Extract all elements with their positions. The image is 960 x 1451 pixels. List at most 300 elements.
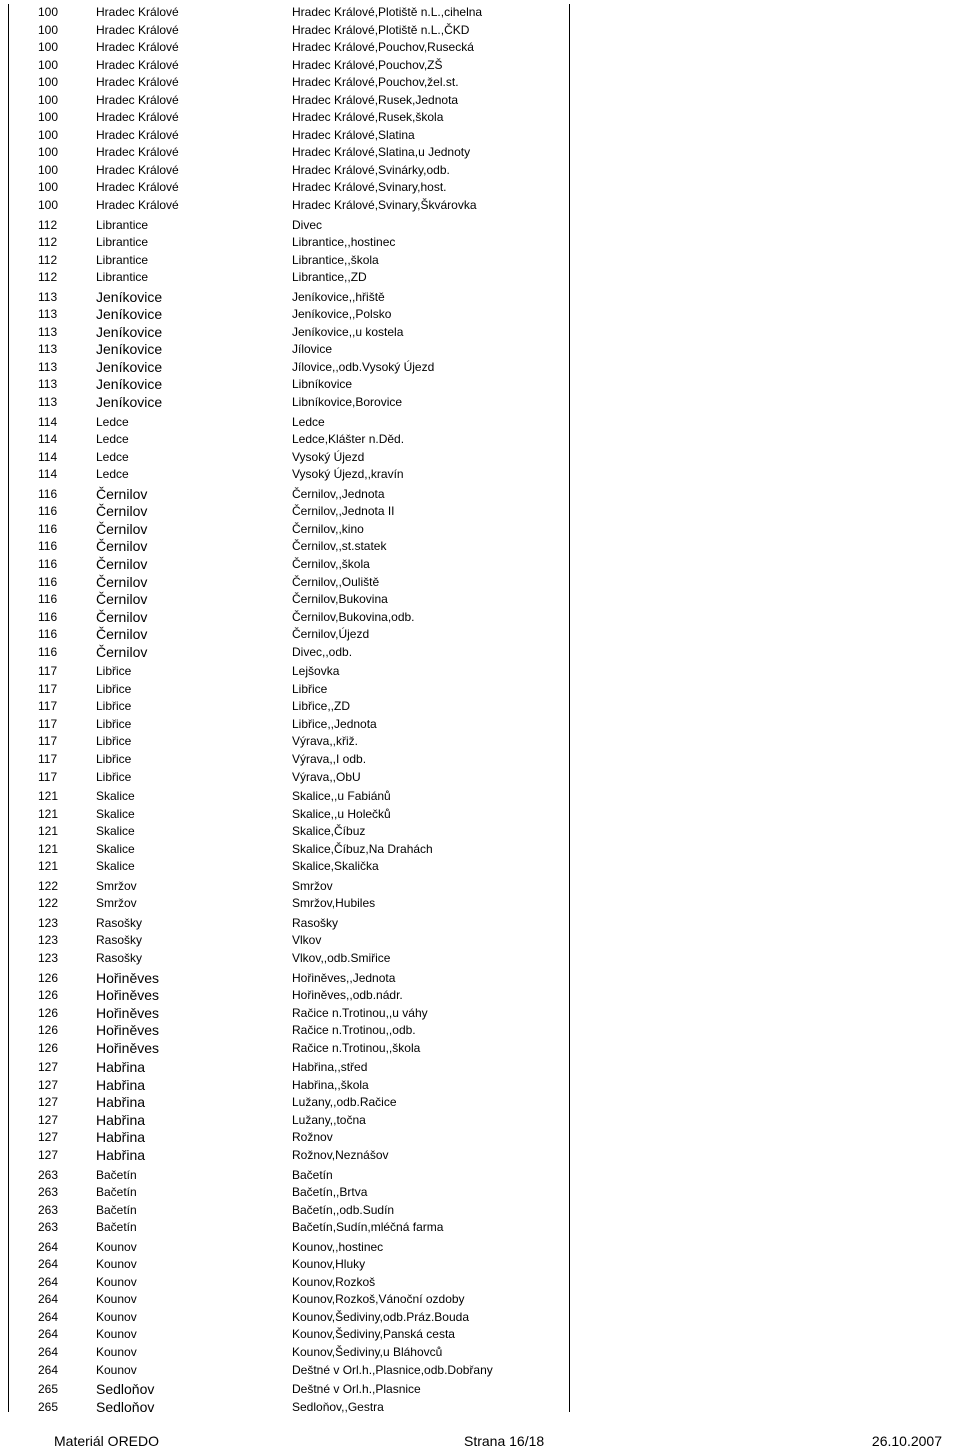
table-row: [8, 858, 570, 876]
table-row: [8, 127, 570, 145]
municipality-code: 113: [38, 307, 58, 322]
table-row: [8, 1309, 570, 1327]
table-row: [8, 74, 570, 92]
table-row: [8, 1219, 570, 1237]
table-row: [8, 574, 570, 592]
table-row: [8, 234, 570, 252]
municipality-code: 116: [38, 486, 58, 501]
stop-location: Černilov,,st.statek: [292, 539, 387, 554]
municipality-code: 264: [38, 1345, 59, 1360]
municipality-name: Bačetín: [96, 1167, 137, 1182]
municipality-name: Rasošky: [96, 915, 143, 930]
municipality-name: Libřice: [96, 769, 132, 784]
municipality-name: Sedloňov: [96, 1398, 155, 1415]
stop-location: Černilov,Újezd: [292, 627, 370, 642]
stop-location: Bačetín,Sudín,mléčná farma: [292, 1220, 444, 1235]
stop-location: Hradec Králové,Plotiště n.L.,cihelna: [292, 5, 483, 19]
table-row: [8, 644, 570, 662]
municipality-code: 114: [38, 449, 58, 464]
stop-location: Kounov,Hluky: [292, 1257, 366, 1272]
table-row: [8, 414, 570, 432]
municipality-name: Kounov: [96, 1292, 137, 1307]
stop-location: Račice n.Trotinou,,odb.: [292, 1023, 416, 1038]
municipality-name: Hradec Králové: [96, 145, 179, 160]
municipality-code: 100: [38, 162, 59, 177]
stop-location: Skalice,Číbuz,Na Drahách: [292, 841, 433, 856]
stop-location: Lužany,,odb.Račice: [292, 1095, 397, 1110]
municipality-name: Jeníkovice: [96, 358, 163, 375]
municipality-code: 100: [38, 22, 59, 37]
municipality-code: 123: [38, 950, 59, 965]
stop-location: Černilov,,Jednota: [292, 486, 385, 501]
stop-location: Vlkov,,odb.Smiřice: [292, 950, 391, 965]
stop-location: Hradec Králové,Pouchov,Rusecká: [292, 40, 474, 55]
municipality-code: 126: [38, 970, 59, 985]
municipality-code: 116: [38, 609, 58, 624]
municipality-code: 127: [38, 1148, 59, 1162]
municipality-code: 114: [38, 432, 58, 447]
stop-location: Skalice,Skalička: [292, 859, 379, 874]
municipality-name: Kounov: [96, 1327, 137, 1342]
municipality-name: Habřina: [96, 1059, 146, 1076]
municipality-code: 112: [38, 217, 58, 232]
stop-location: Výrava,,I odb.: [292, 751, 367, 766]
table-row: [8, 92, 570, 110]
municipality-code: 264: [38, 1274, 59, 1289]
municipality-code: 116: [38, 556, 58, 571]
municipality-name: Hradec Králové: [96, 162, 179, 177]
municipality-code: 117: [38, 664, 58, 679]
municipality-code: 121: [38, 806, 59, 821]
stop-location: Libníkovice: [292, 377, 353, 392]
municipality-name: Kounov: [96, 1345, 137, 1360]
table-row: [8, 950, 570, 968]
stop-location: Vlkov: [292, 933, 322, 948]
stop-location: Hradec Králové,Plotiště n.L.,ČKD: [292, 22, 470, 37]
municipality-name: Jeníkovice: [96, 394, 163, 411]
municipality-code: 121: [38, 789, 59, 804]
municipality-code: 122: [38, 878, 59, 893]
municipality-code: 263: [38, 1167, 59, 1182]
table-row: [8, 915, 570, 933]
municipality-code: 117: [38, 734, 58, 749]
municipality-code: 116: [38, 627, 58, 642]
stop-location: Divec,,odb.: [292, 644, 353, 659]
stop-location: Hradec Králové,Pouchov,ZŠ: [292, 57, 443, 72]
table-row: [8, 162, 570, 180]
municipality-code: 116: [38, 539, 58, 554]
municipality-code: 100: [38, 57, 59, 72]
footer-page-number: Strana 16/18: [464, 1433, 545, 1449]
municipality-code: 127: [38, 1060, 59, 1075]
table-row: [8, 503, 570, 521]
municipality-name: Habřina: [96, 1094, 146, 1111]
stop-location: Ledce,Klášter n.Děd.: [292, 432, 405, 447]
stop-location: Jílovice: [292, 342, 333, 357]
municipality-name: Skalice: [96, 824, 135, 839]
municipality-code: 113: [38, 324, 58, 339]
municipality-code: 121: [38, 859, 59, 874]
stop-location: Skalice,,u Holečků: [292, 806, 391, 821]
table-row: [8, 1362, 570, 1380]
table-row: [8, 486, 570, 504]
stop-location: Černilov,,kino: [292, 521, 364, 536]
municipality-code: 100: [38, 145, 59, 160]
municipality-code: 113: [38, 395, 58, 410]
table-row: [8, 1381, 570, 1399]
table-row: [8, 39, 570, 57]
table-row: [8, 878, 570, 896]
stop-location: Černilov,,škola: [292, 556, 370, 571]
table-row: [8, 1256, 570, 1274]
municipality-name: Hořiněves: [96, 1039, 160, 1056]
stop-location: Černilov,Bukovina: [292, 592, 388, 607]
table-row: [8, 751, 570, 769]
table-row: [8, 449, 570, 467]
stop-location: Kounov,Šediviny,u Bláhovců: [292, 1345, 443, 1360]
stop-location: Habřina,,střed: [292, 1060, 368, 1075]
municipality-name: Hradec Králové: [96, 127, 179, 142]
table-row: [8, 663, 570, 681]
municipality-name: Hradec Králové: [96, 22, 179, 37]
municipality-code: 126: [38, 1040, 59, 1055]
municipality-name: Kounov: [96, 1362, 137, 1377]
municipality-name: Ledce: [96, 432, 129, 447]
municipality-code: 100: [38, 110, 59, 125]
table-row: [8, 289, 570, 307]
table-row: [8, 269, 570, 287]
stop-location: Bačetín,,odb.Sudín: [292, 1202, 395, 1217]
table-row: [8, 1077, 570, 1095]
municipality-name: Černilov: [96, 608, 148, 625]
stop-location: Libřice,,Jednota: [292, 716, 377, 731]
municipality-code: 112: [38, 235, 58, 250]
stop-location: Jeníkovice,,hřiště: [292, 289, 385, 304]
stop-location: Deštné v Orl.h.,Plasnice: [292, 1382, 421, 1397]
municipality-code: 127: [38, 1077, 59, 1092]
municipality-name: Librantice: [96, 270, 149, 285]
municipality-code: 264: [38, 1309, 59, 1324]
stop-location: Kounov,Rozkoš: [292, 1274, 376, 1289]
municipality-name: Habřina: [96, 1111, 146, 1128]
stop-location: Smržov: [292, 878, 333, 893]
table-row: [8, 716, 570, 734]
table-row: [8, 57, 570, 75]
stop-location: Hradec Králové,Slatina: [292, 127, 415, 142]
municipality-code: 117: [38, 751, 58, 766]
table-row: [8, 179, 570, 197]
municipality-code: 114: [38, 467, 58, 482]
stop-location: Kounov,Šediviny,Panská cesta: [292, 1327, 455, 1342]
table-row: [8, 788, 570, 806]
municipality-code: 113: [38, 342, 58, 357]
stop-location: Kounov,,hostinec: [292, 1239, 384, 1254]
municipality-name: Hořiněves: [96, 969, 160, 986]
municipality-code: 123: [38, 933, 59, 948]
municipality-code: 100: [38, 180, 59, 195]
municipality-name: Hořiněves: [96, 987, 160, 1004]
stop-location: Kounov,Šediviny,odb.Práz.Bouda: [292, 1309, 470, 1324]
municipality-code: 117: [38, 716, 58, 731]
table-row: [8, 1059, 570, 1077]
table-row: [8, 359, 570, 377]
municipality-name: Smržov: [96, 896, 137, 911]
municipality-code: 116: [38, 504, 58, 519]
table-row: [8, 1112, 570, 1130]
municipality-name: Rasošky: [96, 950, 143, 965]
municipality-code: 100: [38, 198, 59, 213]
table-row: [8, 1184, 570, 1202]
municipality-name: Hradec Králové: [96, 110, 179, 125]
stop-location: Libníkovice,Borovice: [292, 395, 403, 410]
municipality-code: 116: [38, 644, 58, 659]
municipality-code: 263: [38, 1202, 59, 1217]
municipality-name: Černilov: [96, 538, 148, 555]
table-row: [8, 591, 570, 609]
municipality-name: Hradec Králové: [96, 198, 179, 213]
municipality-name: Bačetín: [96, 1202, 137, 1217]
municipality-name: Černilov: [96, 485, 148, 502]
table-row: [8, 376, 570, 394]
municipality-name: Černilov: [96, 626, 148, 643]
municipality-code: 122: [38, 896, 59, 911]
table-row: [8, 109, 570, 127]
municipality-code: 116: [38, 592, 58, 607]
stop-location: Hradec Králové,Rusek,škola: [292, 110, 444, 125]
municipality-code: 100: [38, 92, 59, 107]
stop-location: Habřina,,škola: [292, 1077, 369, 1092]
municipality-code: 121: [38, 841, 59, 856]
municipality-name: Jeníkovice: [96, 288, 163, 305]
municipality-code: 113: [38, 359, 58, 374]
stop-location: Vysoký Újezd,,kravín: [292, 467, 404, 482]
municipality-name: Jeníkovice: [96, 341, 163, 358]
municipality-name: Ledce: [96, 449, 129, 464]
stop-location: Jeníkovice,,Polsko: [292, 307, 392, 322]
municipality-code: 264: [38, 1239, 59, 1254]
municipality-name: Černilov: [96, 573, 148, 590]
stop-location: Jeníkovice,,u kostela: [292, 324, 404, 339]
stop-location: Výrava,,ObU: [292, 769, 361, 784]
municipality-name: Libřice: [96, 664, 132, 679]
municipality-name: Černilov: [96, 591, 148, 608]
table-row: [8, 1326, 570, 1344]
municipality-code: 263: [38, 1220, 59, 1235]
table-row: [8, 1202, 570, 1220]
municipality-code: 123: [38, 915, 59, 930]
stop-location: Vysoký Újezd: [292, 449, 365, 464]
table-row: [8, 841, 570, 859]
municipality-name: Ledce: [96, 467, 129, 482]
stop-location: Jílovice,,odb.Vysoký Újezd: [292, 359, 435, 374]
stop-location: Rožnov: [292, 1130, 333, 1145]
municipality-name: Hradec Králové: [96, 92, 179, 107]
table-row: [8, 970, 570, 988]
municipality-name: Skalice: [96, 806, 135, 821]
municipality-code: 112: [38, 270, 58, 285]
table-row: [8, 733, 570, 751]
stop-location: Lužany,,točna: [292, 1112, 366, 1127]
stop-location: Rožnov,Neznášov: [292, 1148, 389, 1162]
stop-location: Lejšovka: [292, 664, 340, 679]
municipality-code: 265: [38, 1382, 59, 1397]
table-row: [8, 394, 570, 412]
stop-location: Černilov,,Jednota II: [292, 504, 395, 519]
table-row: [8, 4, 570, 22]
stop-location: Skalice,Číbuz: [292, 824, 366, 839]
table-row: [8, 538, 570, 556]
municipality-name: Černilov: [96, 503, 148, 520]
municipality-name: Habřina: [96, 1147, 146, 1163]
municipality-name: Kounov: [96, 1257, 137, 1272]
table-row: [8, 1274, 570, 1292]
stop-location: Bačetín: [292, 1167, 333, 1182]
municipality-name: Jeníkovice: [96, 376, 163, 393]
municipality-code: 100: [38, 40, 59, 55]
municipality-name: Skalice: [96, 789, 135, 804]
municipality-name: Hradec Králové: [96, 57, 179, 72]
municipality-code: 113: [38, 377, 58, 392]
table-row: [8, 1129, 570, 1147]
table-row: [8, 466, 570, 484]
table-row: [8, 217, 570, 235]
stop-table: [8, 4, 570, 1416]
municipality-code: 113: [38, 289, 58, 304]
table-row: [8, 823, 570, 841]
municipality-code: 264: [38, 1257, 59, 1272]
table-row: [8, 681, 570, 699]
municipality-name: Librantice: [96, 217, 149, 232]
municipality-name: Kounov: [96, 1274, 137, 1289]
municipality-name: Habřina: [96, 1076, 146, 1093]
municipality-name: Černilov: [96, 555, 148, 572]
table-row: [8, 1147, 570, 1165]
municipality-code: 264: [38, 1292, 59, 1307]
table-row: [8, 22, 570, 40]
stop-location: Račice n.Trotinou,,škola: [292, 1040, 421, 1055]
municipality-code: 112: [38, 252, 58, 267]
municipality-code: 127: [38, 1095, 59, 1110]
table-row: [8, 1040, 570, 1058]
municipality-code: 264: [38, 1327, 59, 1342]
stop-location: Černilov,,Ouliště: [292, 574, 380, 589]
municipality-name: Libřice: [96, 734, 132, 749]
municipality-code: 121: [38, 824, 59, 839]
municipality-name: Hradec Králové: [96, 75, 179, 90]
footer-date: 26.10.2007: [871, 1433, 942, 1449]
municipality-name: Hradec Králové: [96, 180, 179, 195]
municipality-name: Libřice: [96, 699, 132, 714]
municipality-name: Habřina: [96, 1129, 146, 1146]
table-row: [8, 1239, 570, 1257]
stop-location: Librantice,,hostinec: [292, 235, 396, 250]
table-row: [8, 341, 570, 359]
table-row: [8, 324, 570, 342]
table-row: [8, 252, 570, 270]
stop-location: Černilov,Bukovina,odb.: [292, 609, 415, 624]
stop-location: Libřice,,ZD: [292, 699, 351, 714]
municipality-name: Hradec Králové: [96, 40, 179, 55]
municipality-code: 265: [38, 1399, 59, 1414]
stop-location: Kounov,Rozkoš,Vánoční ozdoby: [292, 1292, 465, 1307]
table-row: [8, 698, 570, 716]
table-row: [8, 144, 570, 162]
stop-location: Deštné v Orl.h.,Plasnice,odb.Dobřany: [292, 1362, 493, 1377]
table-row: [8, 306, 570, 324]
stop-location: Librantice,,škola: [292, 252, 379, 267]
table-row: [8, 1291, 570, 1309]
municipality-code: 116: [38, 521, 58, 536]
table-row: [8, 521, 570, 539]
municipality-code: 263: [38, 1185, 59, 1200]
stop-location: Hradec Králové,Slatina,u Jednoty: [292, 145, 471, 160]
municipality-code: 117: [38, 769, 58, 784]
footer-author: Materiál OREDO: [54, 1433, 160, 1449]
municipality-name: Libřice: [96, 716, 132, 731]
municipality-code: 100: [38, 127, 59, 142]
municipality-code: 117: [38, 699, 58, 714]
municipality-name: Librantice: [96, 235, 149, 250]
stop-location: Sedloňov,,Gestra: [292, 1399, 384, 1414]
stop-location: Hradec Králové,Svinárky,odb.: [292, 162, 450, 177]
stop-location: Skalice,,u Fabiánů: [292, 789, 391, 804]
municipality-name: Jeníkovice: [96, 306, 163, 323]
municipality-code: 117: [38, 681, 58, 696]
stop-location: Librantice,,ZD: [292, 270, 367, 285]
page-footer: [54, 1433, 942, 1451]
municipality-code: 126: [38, 1005, 59, 1020]
stop-location: Hradec Králové,Svinary,host.: [292, 180, 447, 195]
stop-location: Smržov,Hubiles: [292, 896, 376, 911]
municipality-name: Kounov: [96, 1239, 137, 1254]
municipality-name: Librantice: [96, 252, 149, 267]
stop-location: Divec: [292, 217, 323, 232]
municipality-name: Sedloňov: [96, 1381, 155, 1398]
table-row: [8, 431, 570, 449]
stop-location: Hradec Králové,Pouchov,žel.st.: [292, 75, 459, 90]
stop-location: Výrava,,křiž.: [292, 734, 359, 749]
municipality-code: 126: [38, 988, 59, 1003]
municipality-name: Jeníkovice: [96, 323, 163, 340]
municipality-name: Bačetín: [96, 1220, 137, 1235]
stop-location: Libřice: [292, 681, 328, 696]
stop-location: Hradec Králové,Rusek,Jednota: [292, 92, 459, 107]
municipality-name: Libřice: [96, 751, 132, 766]
municipality-name: Černilov: [96, 520, 148, 537]
table-row: [8, 197, 570, 215]
stop-location: Ledce: [292, 414, 325, 429]
municipality-name: Rasošky: [96, 933, 143, 948]
municipality-name: Černilov: [96, 643, 148, 660]
table-row: [8, 609, 570, 627]
municipality-code: 100: [38, 5, 59, 19]
table-row: [8, 1005, 570, 1023]
municipality-code: 100: [38, 75, 59, 90]
table-row: [8, 1167, 570, 1185]
municipality-code: 127: [38, 1130, 59, 1145]
table-row: [8, 556, 570, 574]
table-row: [8, 769, 570, 787]
municipality-code: 126: [38, 1023, 59, 1038]
table-row: [8, 1022, 570, 1040]
table-row: [8, 1344, 570, 1362]
municipality-name: Smržov: [96, 878, 137, 893]
municipality-code: 114: [38, 414, 58, 429]
municipality-name: Skalice: [96, 859, 135, 874]
table-row: [8, 932, 570, 950]
municipality-code: 127: [38, 1112, 59, 1127]
municipality-name: Hořiněves: [96, 1004, 160, 1021]
